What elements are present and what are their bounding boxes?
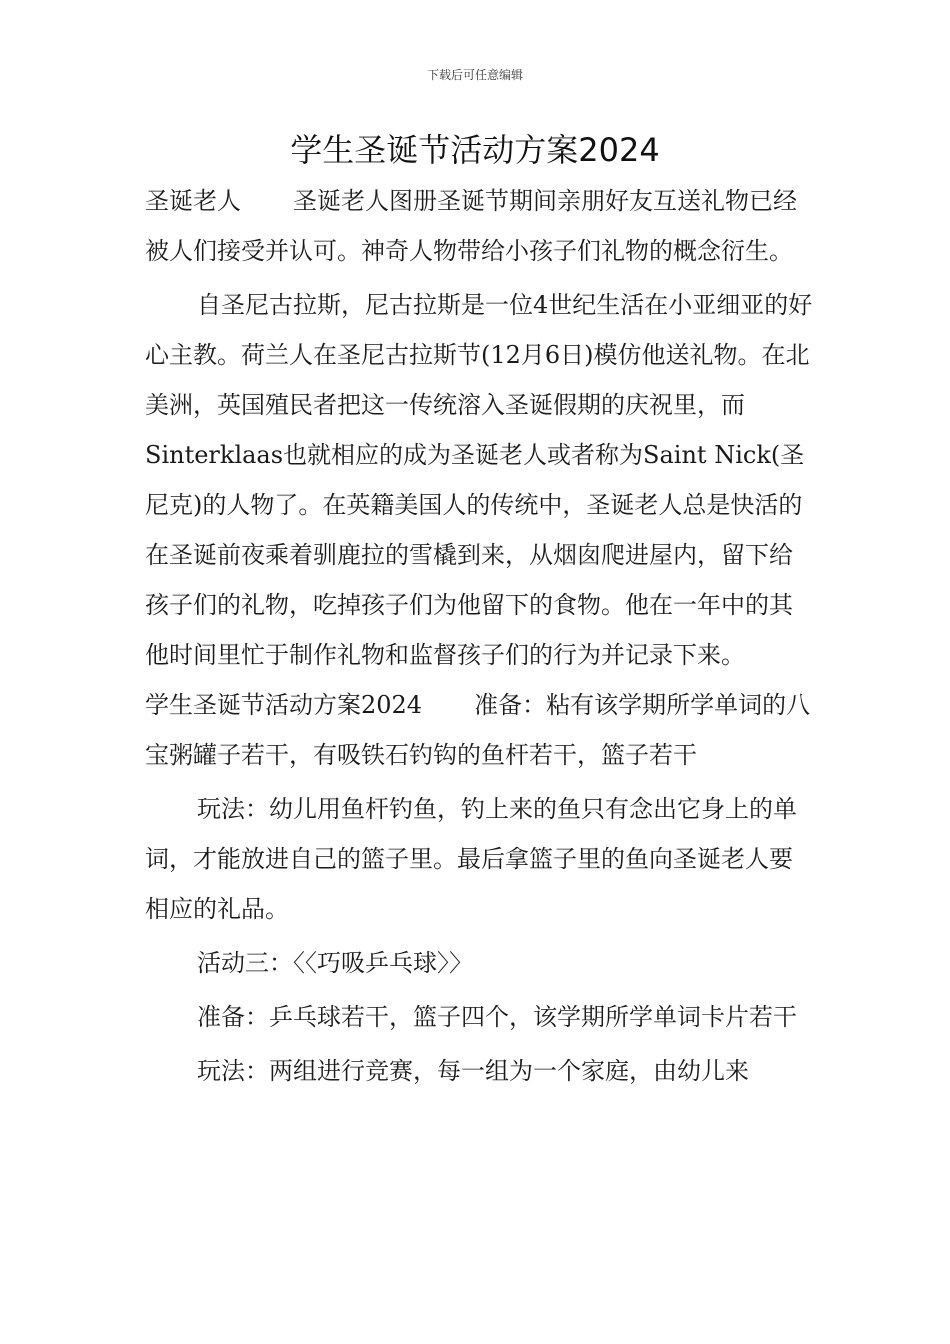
paragraph-lead: 学生圣诞节活动方案2024 <box>145 691 423 719</box>
paragraph-1 <box>145 176 813 276</box>
paragraph-text: 准备：粘有该学期所学单词的八宝粥罐子若干，有吸铁石钓钩的鱼杆若干，篮子若干 <box>145 691 811 769</box>
document-body <box>145 176 813 1096</box>
paragraph-2: 自圣尼古拉斯，尼古拉斯是一位4世纪生活在小亚细亚的好心主教。荷兰人在圣尼古拉斯节(12月6日)模仿他送礼物。在北美洲，英国殖民者把这一传统溶入圣诞假期的庆祝里，而Sinterklaas也就相应的成为圣诞老人或者称为Saint Nick(圣尼克)的人物了。在英籍美国人的传统中，圣诞老人总是快活的在圣诞前夜乘着驯鹿拉的雪橇到来，从烟囱爬进屋内，留下给孩子们的礼物，吃掉孩子们为他留下的食物。他在一年中的其他时间里忙于制作礼物和监督孩子们的行为并记录下来。 <box>145 291 813 669</box>
header-note: 下载后可任意编辑 <box>426 68 523 82</box>
paragraph-3 <box>145 680 813 780</box>
paragraph-4: 玩法：幼儿用鱼杆钓鱼，钓上来的鱼只有念出它身上的单词，才能放进自己的篮子里。最后拿篮子里的鱼向圣诞老人要相应的礼品。 <box>145 795 797 923</box>
paragraph-6: 准备：乒乓球若干，篮子四个，该学期所学单词卡片若干 <box>197 1003 797 1031</box>
paragraph-5: 活动三：〈〈巧吸乒乓球〉〉 <box>197 949 473 977</box>
document-title: 学生圣诞节活动方案2024 <box>290 131 660 169</box>
paragraph-lead: 圣诞老人 <box>145 187 241 215</box>
paragraph-text: 圣诞老人图册圣诞节期间亲朋好友互送礼物已经被人们接受并认可。神奇人物带给小孩子们礼物的概念衍生。 <box>145 187 797 265</box>
paragraph-7: 玩法：两组进行竞赛，每一组为一个家庭，由幼儿来 <box>197 1057 749 1085</box>
